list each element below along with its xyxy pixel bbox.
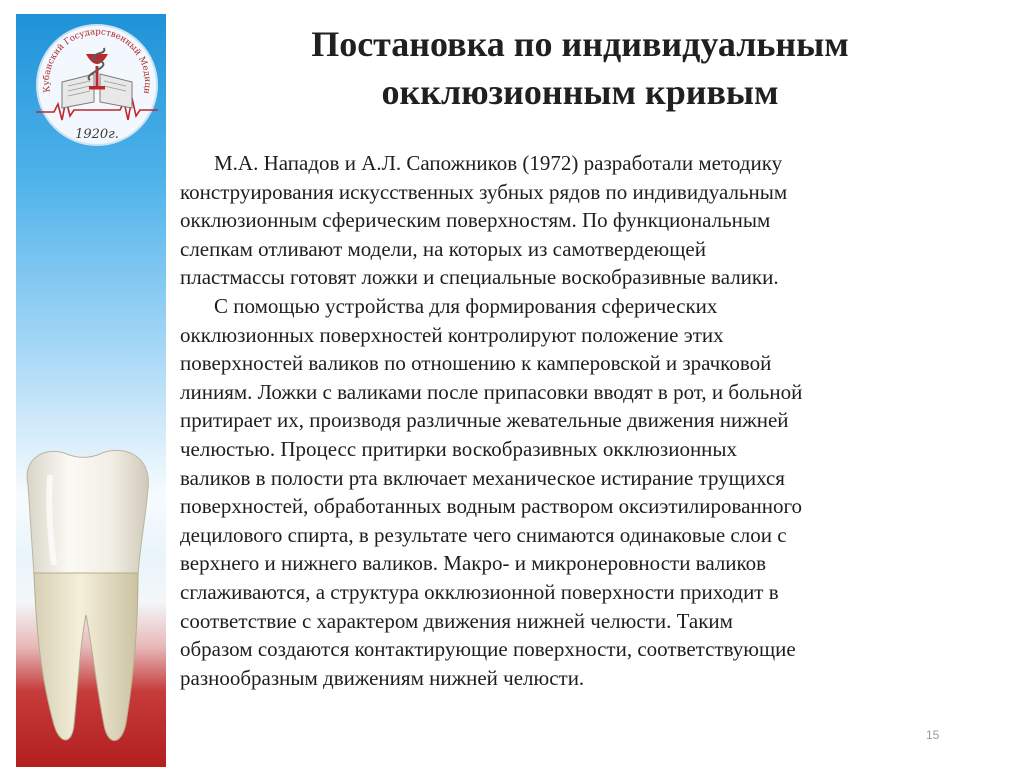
body-line: сглаживаются, а структура окклюзионной поверхности приходит в bbox=[180, 579, 779, 604]
body-line: верхнего и нижнего валиков. Макро- и микронеровности валиков bbox=[180, 551, 767, 576]
tooth-illustration bbox=[20, 445, 160, 767]
title-line-1: Постановка по индивидуальным bbox=[311, 24, 849, 64]
body-line: соответствие с характером движения нижней челюсти. Таким bbox=[180, 608, 733, 633]
slide-title bbox=[180, 20, 980, 116]
body-line: образом создаются контактирующие поверхности, соответствующие bbox=[180, 637, 796, 662]
body-line: притирает их, производя различные жевательные движения нижней bbox=[180, 408, 789, 433]
body-line: валиков в полости рта включает механическое истирание трущихся bbox=[180, 465, 785, 490]
body-line: окклюзионным сферическим поверхностям. По функциональным bbox=[180, 208, 771, 233]
university-logo bbox=[28, 16, 166, 154]
page-number: 15 bbox=[926, 728, 940, 742]
body-line: С помощью устройства для формирования сферических bbox=[214, 293, 718, 318]
body-line: децилового спирта, в результате чего снимаются одинаковые слои с bbox=[180, 522, 787, 547]
body-line: М.А. Нападов и А.Л. Сапожников (1972) разработали методику bbox=[214, 151, 783, 175]
body-line: слепкам отливают модели, на которых из самотвердеющей bbox=[180, 236, 706, 261]
body-line: поверхностей валиков по отношению к камперовской и зрачковой bbox=[180, 351, 772, 376]
logo-emblem bbox=[28, 16, 166, 154]
body-line: конструирования искусственных зубных рядов по индивидуальным bbox=[180, 179, 788, 204]
title-line-2: окклюзионным кривым bbox=[381, 72, 779, 112]
logo-ring-text: Кубанский Государственный Медици bbox=[41, 27, 153, 95]
body-text bbox=[180, 149, 1000, 692]
body-line: разнообразным движениям нижней челюсти. bbox=[180, 665, 585, 690]
body-line: поверхностей, обработанных водным раствором оксиэтилированного bbox=[180, 494, 803, 519]
logo-year: 1920г. bbox=[75, 127, 119, 142]
body-line: пластмассы готовят ложки и специальные воскобразивные валики. bbox=[180, 265, 779, 290]
body-line: линиям. Ложки с валиками после припасовки вводят в рот, и больной bbox=[180, 379, 803, 404]
body-line: окклюзионных поверхностей контролируют положение этих bbox=[180, 322, 724, 347]
body-line: челюстью. Процесс притирки воскобразивных окклюзионных bbox=[180, 436, 738, 461]
